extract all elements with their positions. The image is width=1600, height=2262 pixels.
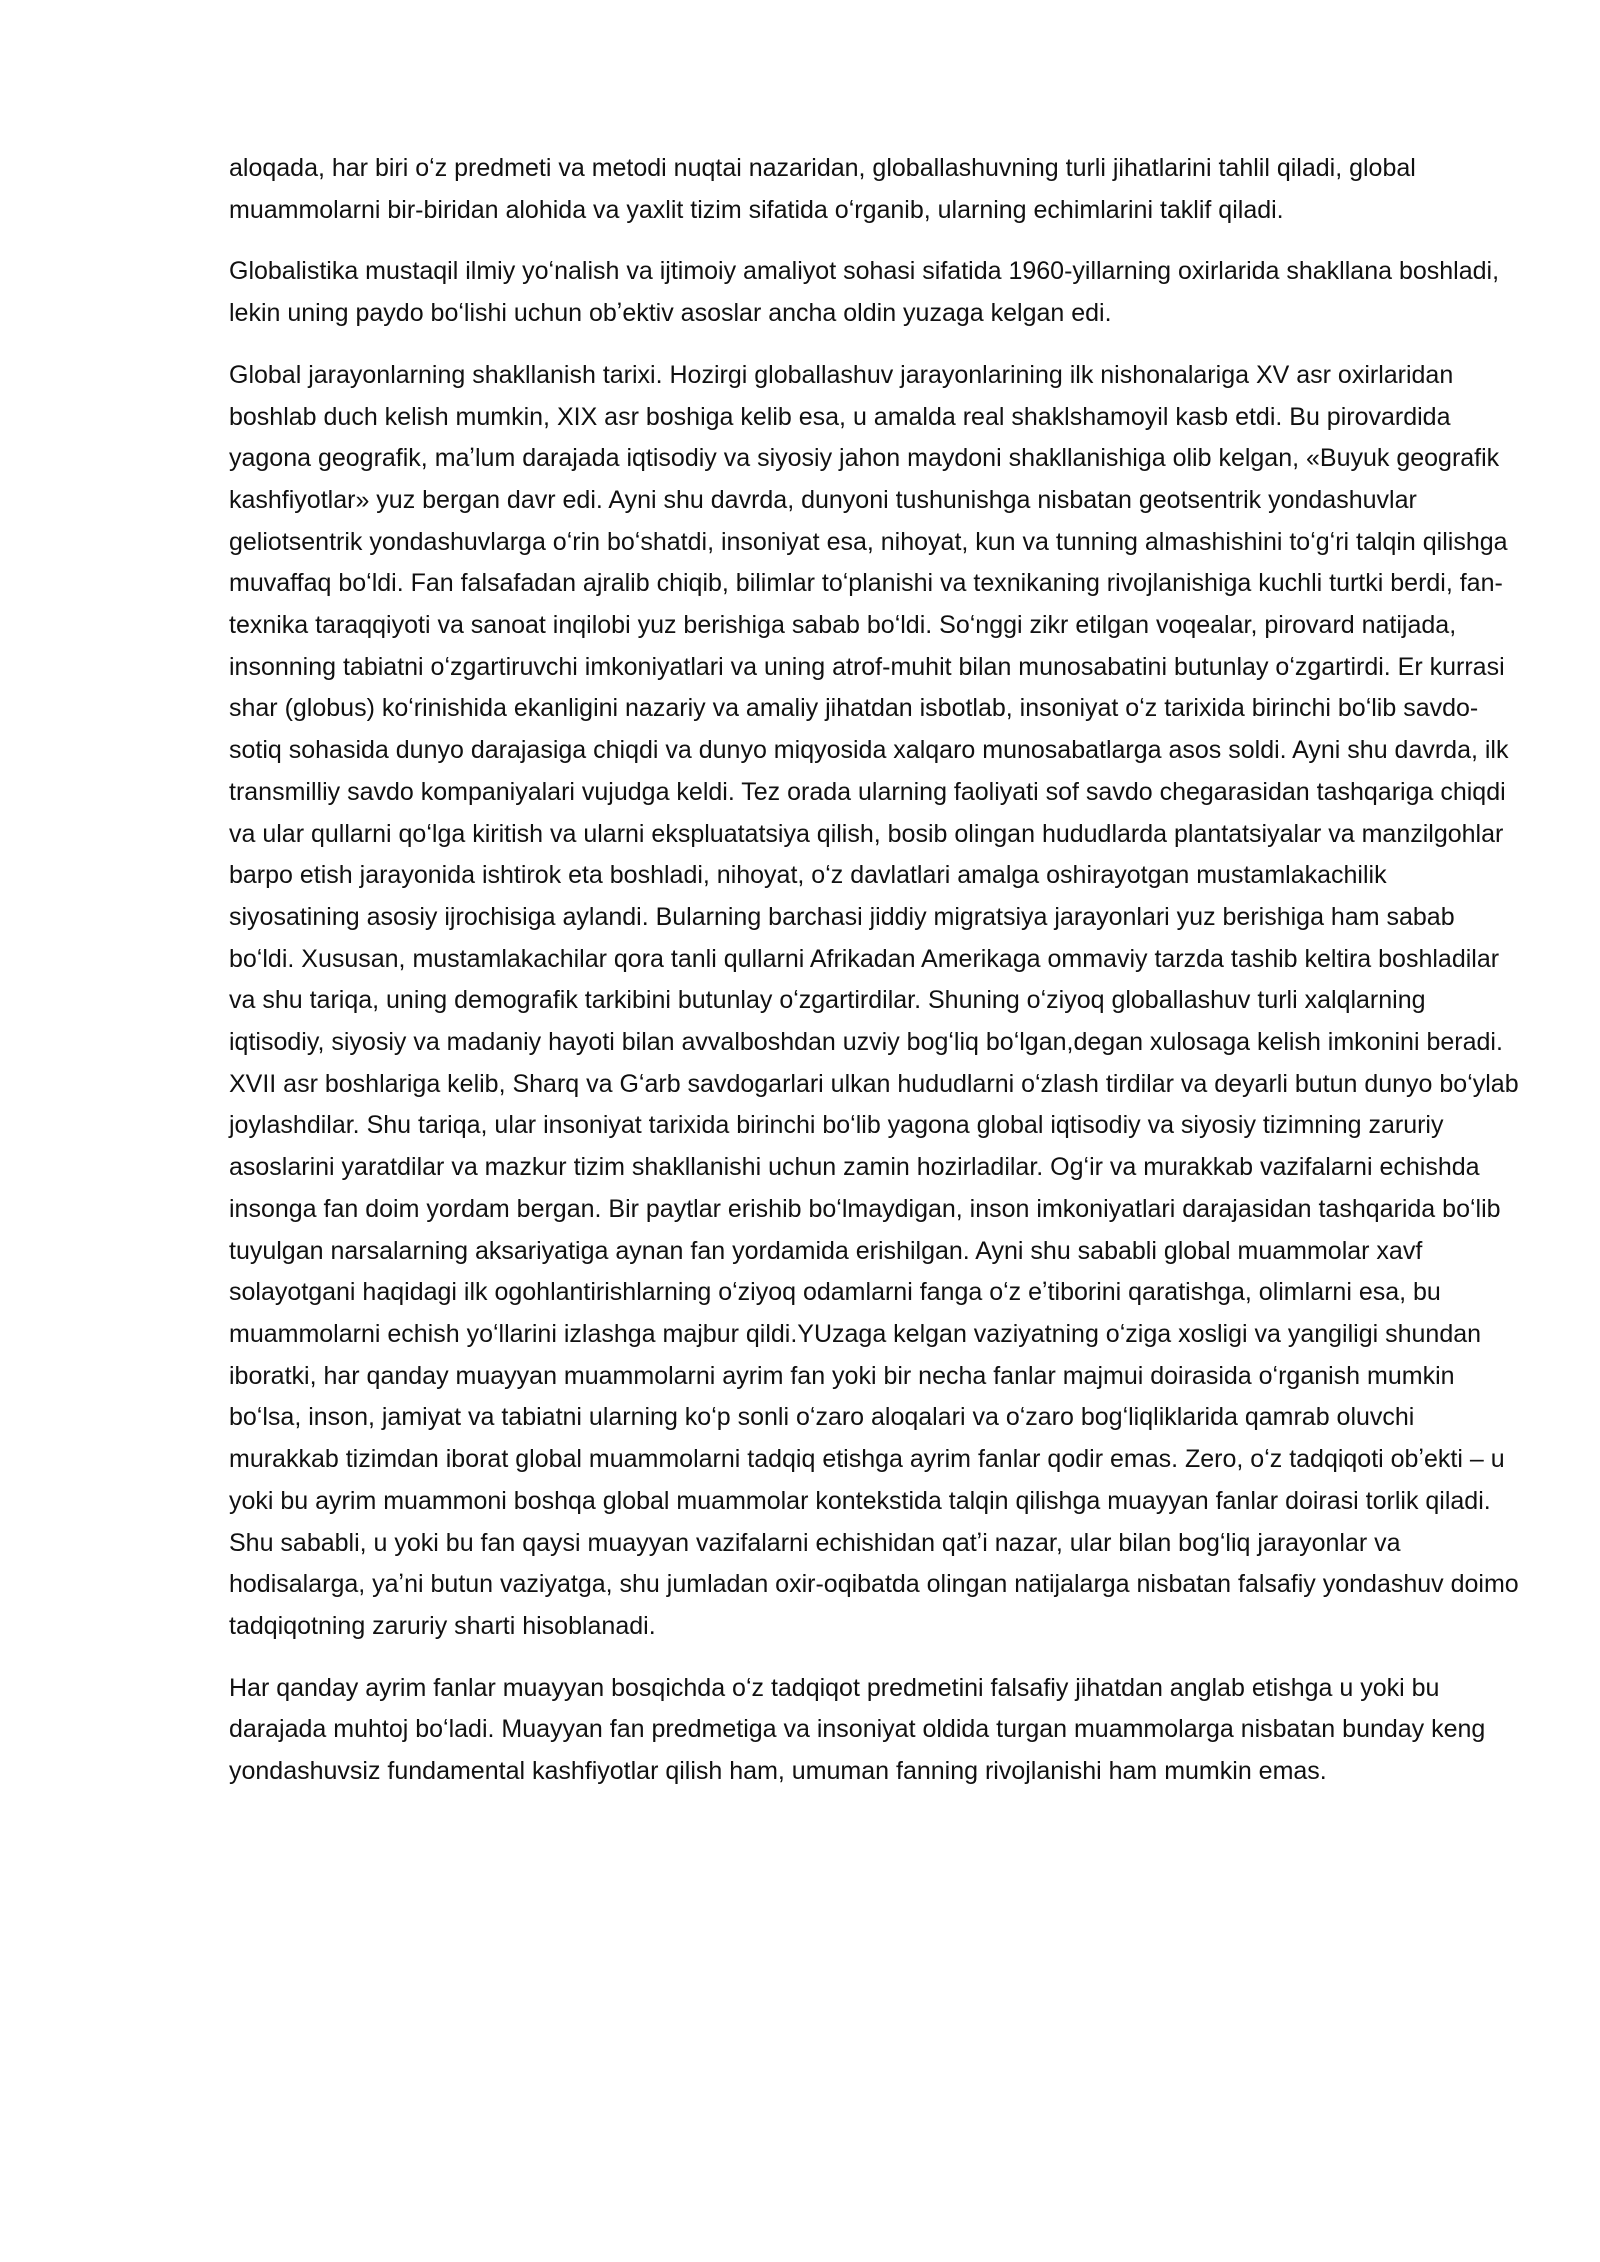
paragraph-4: Har qanday ayrim fanlar muayyan bosqichda oʻz tadqiqot predmetini falsafiy jihatdan anglab etishga u yoki bu darajada muhtoj boʻladi. Muayyan fan predmetiga va insoniyat oldida turgan muammolarga nisbatan bunday keng yondashuvsiz fundamental kashfiyotlar qilish ham, umuman fanning rivojlanishi ham mumkin emas.	[229, 1673, 1486, 1786]
paragraph-2: Globalistika mustaqil ilmiy yoʻnalish va ijtimoiy amaliyot sohasi sifatida 1960-yillarning oxirlarida shakllana boshladi, lekin uning paydo boʻlishi uchun obʼektiv asoslar ancha oldin yuzaga kelgan edi.	[229, 257, 1500, 328]
paragraph-1: aloqada, har biri oʻz predmeti va metodi nuqtai nazaridan, globallashuvning turli jihatlarini tahlil qiladi, global muammolarni bir-biridan alohida va yaxlit tizim sifatida oʻrganib, ularning echimlarini taklif qiladi.	[229, 154, 1416, 224]
paragraph-3: Global jarayonlarning shakllanish tarixi. Hozirgi globallashuv jarayonlarining ilk nishonalariga XV asr oxirlaridan boshlab duch kelish mumkin, XIX asr boshiga kelib esa, u amalda real shaklshamoyil kasb etdi. Bu pirovardida yagona geografik, maʼlum darajada iqtisodiy va siyosiy jahon maydoni shakllanishiga olib kelgan, «Buyuk geografik kashfiyotlar» yuz bergan davr edi. Ayni shu davrda, dunyoni tushunishga nisbatan geotsentrik yondashuvlar geliotsentrik yondashuvlarga oʻrin boʻshatdi, insoniyat esa, nihoyat, kun va tunning almashishini toʻgʻri talqin qilishga muvaffaq boʻldi. Fan falsafadan ajralib chiqib, bilimlar toʻplanishi va texnikaning rivojlanishiga kuchli turtki berdi, fan-texnika taraqqiyoti va sanoat inqilobi yuz berishiga sabab boʻldi. Soʻnggi zikr etilgan voqealar, pirovard natijada, insonning tabiatni oʻzgartiruvchi imkoniyatlari va uning atrof-muhit bilan munosabatini butunlay oʻzgartirdi. Er kurrasi shar (globus) koʻrinishida ekanligini nazariy va amaliy jihatdan isbotlab, insoniyat oʻz tarixida birinchi boʻlib savdo-sotiq sohasida dunyo darajasiga chiqdi va dunyo miqyosida xalqaro munosabatlarga asos soldi. Ayni shu davrda, ilk transmilliy savdo kompaniyalari vujudga keldi. Tez orada ularning faoliyati sof savdo chegarasidan tashqariga chiqdi va ular qullarni qoʻlga kiritish va ularni ekspluatatsiya qilish, bosib olingan hududlarda plantatsiyalar va manzilgohlar barpo etish jarayonida ishtirok eta boshladi, nihoyat, oʻz davlatlari amalga oshirayotgan mustamlakachilik siyosatining asosiy ijrochisiga aylandi. Bularning barchasi jiddiy migratsiya jarayonlari yuz berishiga ham sabab boʻldi. Xususan, mustamlakachilar qora tanli qullarni Afrikadan Amerikaga ommaviy tarzda tashib keltira boshladilar va shu tariqa, uning demografik tarkibini butunlay oʻzgartirdilar. Shuning oʻziyoq globallashuv turli xalqlarning iqtisodiy, siyosiy va madaniy hayoti bilan avvalboshdan uzviy bogʻliq boʻlgan,degan xulosaga kelish imkonini beradi. XVII asr boshlariga kelib, Sharq va Gʻarb savdogarlari ulkan hududlarni oʻzlash tirdilar va deyarli butun dunyo boʻylab joylashdilar. Shu tariqa, ular insoniyat tarixida birinchi boʻlib yagona global iqtisodiy va siyosiy tizimning zaruriy asoslarini yaratdilar va mazkur tizim shakllanishi uchun zamin hozirladilar. Ogʻir va murakkab vazifalarni echishda insonga fan doim yordam bergan. Bir paytlar erishib boʻlmaydigan, inson imkoniyatlari darajasidan tashqarida boʻlib tuyulgan narsalarning aksariyatiga aynan fan yordamida erishilgan. Ayni shu sababli global muammolar xavf solayotgani haqidagi ilk ogohlantirishlarning oʻziyoq odamlarni fanga oʻz eʼtiborini qaratishga, olimlarni esa, bu muammolarni echish yoʻllarini izlashga majbur qildi.YUzaga kelgan vaziyatning oʻziga xosligi va yangiligi shundan iboratki, har qanday muayyan muammolarni ayrim fan yoki bir necha fanlar majmui doirasida oʻrganish mumkin boʻlsa, inson, jamiyat va tabiatni ularning koʻp sonli oʻzaro aloqalari va oʻzaro bogʻliqliklarida qamrab oluvchi murakkab tizimdan iborat global muammolarni tadqiq etishga ayrim fanlar qodir emas. Zero, oʻz tadqiqoti obʼekti – u yoki bu ayrim muammoni boshqa global muammolar kontekstida talqin qilishga muayyan fanlar doirasi torlik qiladi. Shu sababli, u yoki bu fan qaysi muayyan vazifalarni echishidan qatʼi nazar, ular bilan bogʻliq jarayonlar va hodisalarga, yaʼni butun vaziyatga, shu jumladan oxir-oqibatda olingan natijalarga nisbatan falsafiy yondashuv doimo tadqiqotning zaruriy sharti hisoblanadi.	[229, 360, 1519, 1640]
document-body	[229, 148, 1524, 1813]
